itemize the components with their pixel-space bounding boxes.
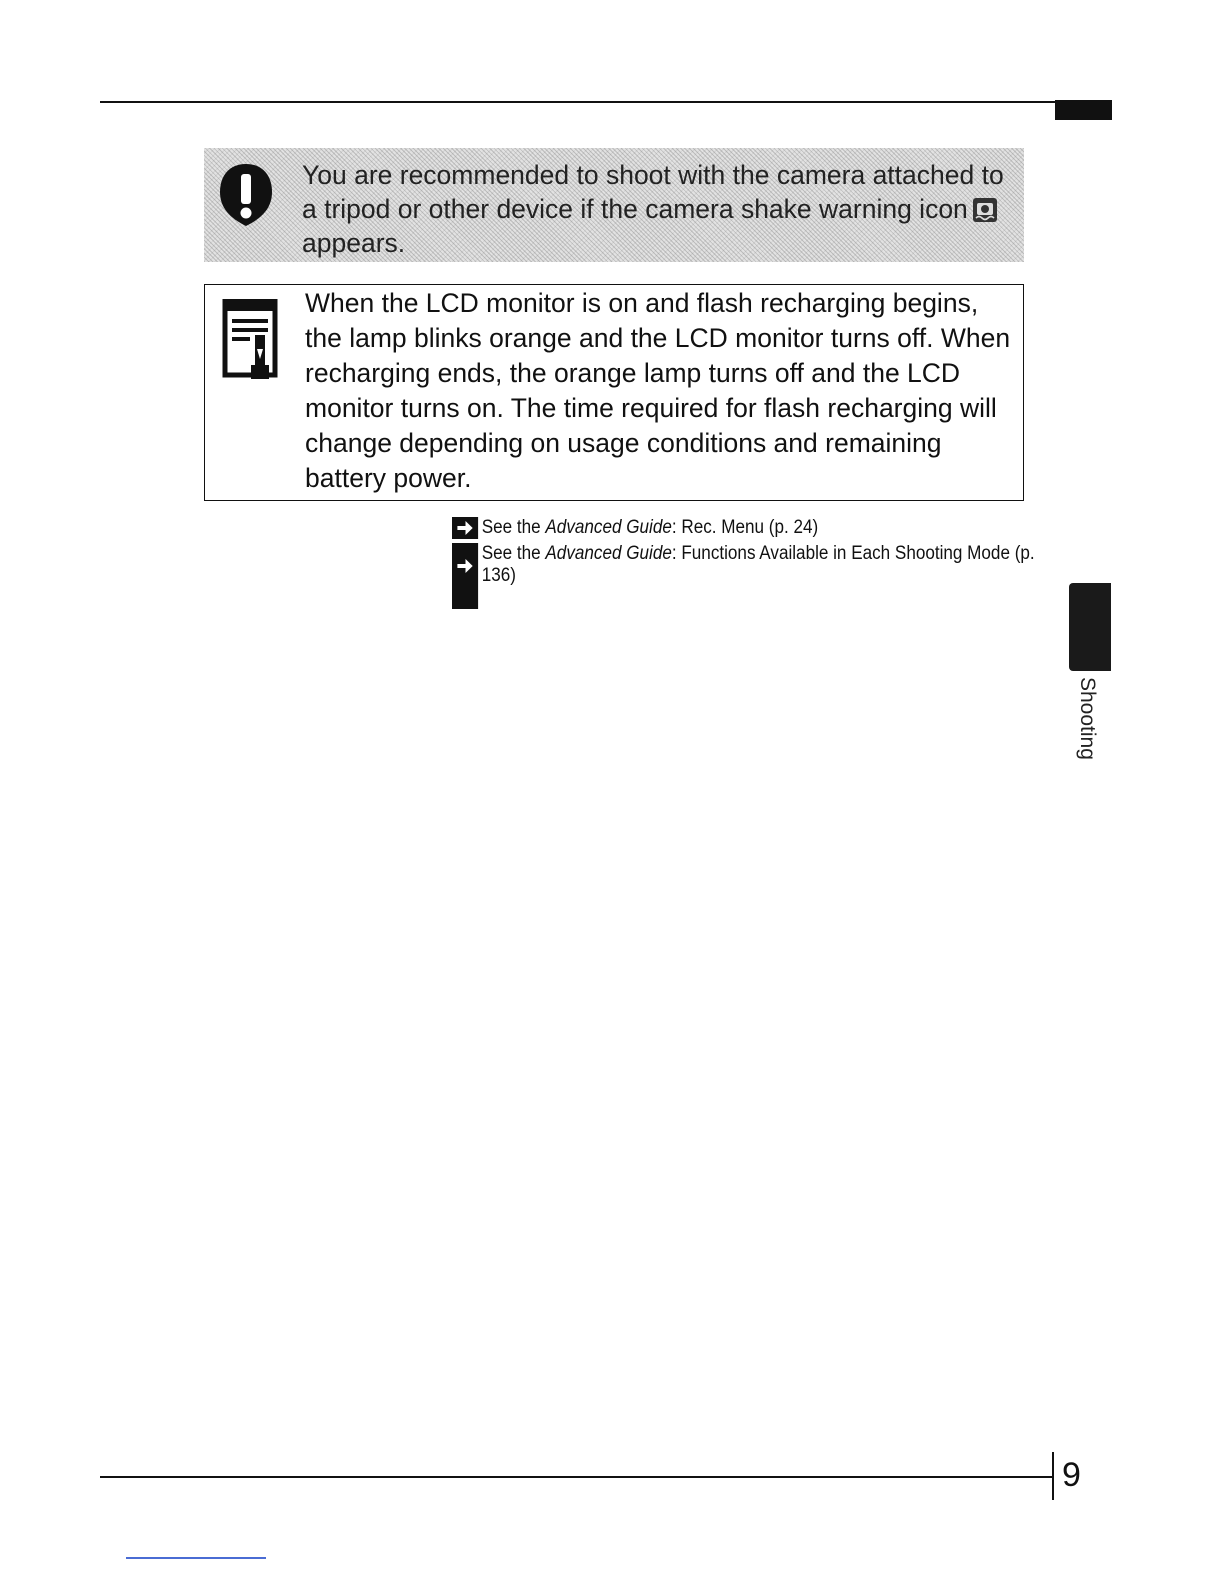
arrow-right-icon (452, 543, 478, 609)
camera-shake-icon (972, 197, 998, 223)
memo-pencil-icon (221, 299, 281, 389)
footer-rule (100, 1476, 1053, 1478)
reference-item-rec-menu[interactable]: See the Advanced Guide: Rec. Menu (p. 24) (452, 517, 1040, 539)
section-tab (1069, 583, 1111, 671)
header-block (1055, 100, 1112, 120)
page-number: 9 (1062, 1456, 1081, 1494)
caution-text: You are recommended to shoot with the camera attached to a tripod or other device if the camera shake warning iconappears. (302, 160, 1004, 258)
note-box (204, 284, 1024, 501)
arrow-right-icon (452, 517, 478, 539)
page-number-divider (1052, 1452, 1054, 1500)
caution-box (204, 148, 1024, 262)
section-tab-label: Shooting (1076, 677, 1099, 760)
scan-mark (126, 1557, 266, 1559)
header-rule (100, 101, 1055, 103)
caution-exclamation-icon (218, 162, 274, 228)
note-text: When the LCD monitor is on and flash recharging begins, the lamp blinks orange and the LCD monitor turns off. When recharging ends, the orange lamp turns off and the LCD monitor turns on. The time required for flash recharging will change depending on usage conditions and remaining battery power. (305, 288, 1011, 493)
reference-item-shooting-modes[interactable]: See the Advanced Guide: Functions Available in Each Shooting Mode (p. 136) (452, 543, 1058, 587)
reference-list (452, 517, 1035, 591)
